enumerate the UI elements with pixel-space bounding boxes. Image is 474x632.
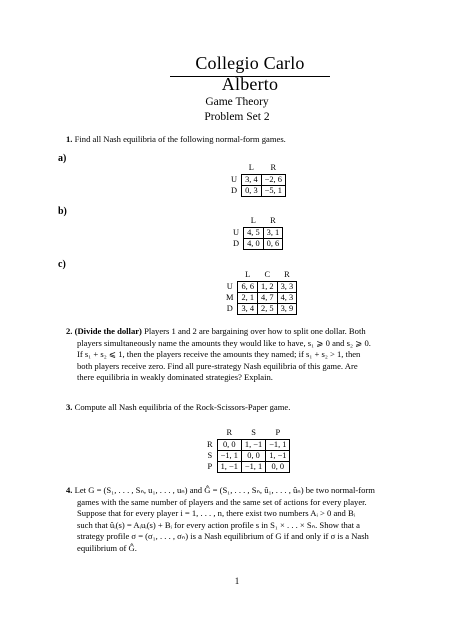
payoff-cell: 6, 6 [238, 282, 258, 293]
rock-scissors-paper-matrix [204, 428, 290, 473]
question-4-text: Let G = (S₁, . . . , Sₙ, u₁, . . . , uₙ) and Ĝ = (S₁, . . . , Sₙ, û₁, . . . , ûₙ) be two normal-form [74, 485, 375, 495]
question-2-number: 2. [66, 326, 73, 336]
payoff-cell: 3, 3 [277, 282, 297, 293]
column-header: L [248, 163, 254, 172]
row-header: D [226, 304, 233, 313]
column-header: R [270, 216, 276, 225]
question-2-text: Players 1 and 2 are bargaining over how to split one dollar. Both [144, 326, 366, 336]
question-3-number: 3. [66, 402, 73, 412]
payoff-cell: −1, 1 [241, 462, 265, 473]
payoff-cell: 1, −1 [266, 451, 290, 462]
payoff-cell: 0, 3 [242, 186, 262, 197]
question-2-line: If s₁ + s₂ ⩽ 1, then the players receive the amounts they named; if s₁ + s₂ > 1, then [77, 349, 361, 359]
question-1 [66, 134, 286, 146]
column-header: R [270, 163, 277, 172]
game-c-label: c) [58, 259, 66, 270]
question-1-text: Find all Nash equilibria of the following normal-form games. [74, 134, 286, 144]
question-4 [66, 485, 418, 554]
payoff-cell: 0, 0 [266, 462, 290, 473]
payoff-cell: 0, 6 [263, 239, 283, 250]
question-4-number: 4. [66, 485, 73, 495]
column-header: R [226, 428, 233, 437]
payoff-matrix-a [228, 163, 286, 197]
payoff-matrix-c [223, 270, 297, 315]
question-4-line: strategy profile σ = (σ₁, . . . , σₙ) is a Nash equilibrium of G if and only if σ is a Nash [77, 531, 369, 541]
payoff-cell: 4, 7 [258, 293, 278, 304]
column-header: P [275, 428, 281, 437]
question-1-number: 1. [66, 134, 73, 144]
question-4-line: Suppose that for every player i = 1, . . . , n, there exist two numbers Aᵢ > 0 and Bᵢ [77, 508, 356, 518]
question-4-line: such that ûᵢ(s) = Aᵢuᵢ(s) + Bᵢ for every action profile s in S₁ × . . . × Sₙ. Show that a [77, 519, 360, 530]
payoff-cell: −1, 1 [266, 440, 290, 451]
payoff-cell: 0, 0 [217, 440, 241, 451]
payoff-matrix-b [230, 216, 283, 250]
row-header: U [226, 282, 233, 291]
payoff-cell: 3, 4 [238, 304, 258, 315]
question-4-line [66, 485, 418, 497]
row-header: M [226, 293, 234, 302]
question-2-line: there equilibria in weakly dominated strategies? Explain. [77, 372, 273, 382]
payoff-cell: 4, 0 [244, 239, 264, 250]
row-header: R [207, 440, 213, 449]
college-logo-text: Collegio Carlo Alberto [195, 53, 305, 94]
row-header: P [207, 462, 213, 471]
payoff-cell: 2, 5 [258, 304, 278, 315]
column-header: C [264, 270, 271, 279]
question-3-text: Compute all Nash equilibria of the Rock-Scissors-Paper game. [74, 402, 291, 412]
game-a-label: a) [58, 153, 67, 164]
payoff-cell: 4, 3 [277, 293, 297, 304]
question-2 [66, 326, 418, 384]
row-header: D [233, 239, 240, 248]
payoff-cell: 3, 9 [277, 304, 297, 315]
column-header: L [245, 270, 251, 279]
logo-underline [170, 76, 330, 77]
column-header: R [284, 270, 290, 279]
row-header: D [231, 186, 238, 195]
payoff-cell: 1, −1 [241, 440, 265, 451]
column-header: S [251, 428, 256, 437]
question-4-line: equilibrium of Ĝ. [77, 542, 137, 553]
payoff-cell: 1, 2 [258, 282, 278, 293]
problem-set-title: Problem Set 2 [204, 111, 270, 123]
payoff-cell: 2, 1 [238, 293, 258, 304]
column-header: L [250, 216, 256, 225]
payoff-cell: 3, 4 [242, 175, 262, 186]
question-3 [66, 402, 290, 414]
payoff-cell: −1, 1 [217, 451, 241, 462]
question-2-line [66, 326, 418, 338]
payoff-cell: −2, 6 [261, 175, 285, 186]
payoff-cell: −5, 1 [261, 186, 285, 197]
question-4-line: games with the same number of players and the same set of actions for every player. [77, 496, 367, 507]
question-2-line: players simultaneously name the amounts they would like to have, s₁ ⩾ 0 and s₂ ⩾ 0. [77, 337, 371, 348]
question-2-line: both players receive zero. Find all pure-strategy Nash equilibria of this game. Are [77, 360, 358, 371]
course-title: Game Theory [205, 96, 269, 108]
question-2-heading: (Divide the dollar) [74, 326, 142, 336]
row-header: U [231, 175, 238, 184]
game-b-label: b) [58, 206, 67, 217]
payoff-cell: 4, 5 [244, 228, 264, 239]
row-header: S [207, 451, 213, 460]
page-number: 1 [234, 576, 240, 586]
payoff-cell: 1, −1 [217, 462, 241, 473]
row-header: U [233, 228, 240, 237]
payoff-cell: 3, 1 [263, 228, 283, 239]
payoff-cell: 0, 0 [241, 451, 265, 462]
